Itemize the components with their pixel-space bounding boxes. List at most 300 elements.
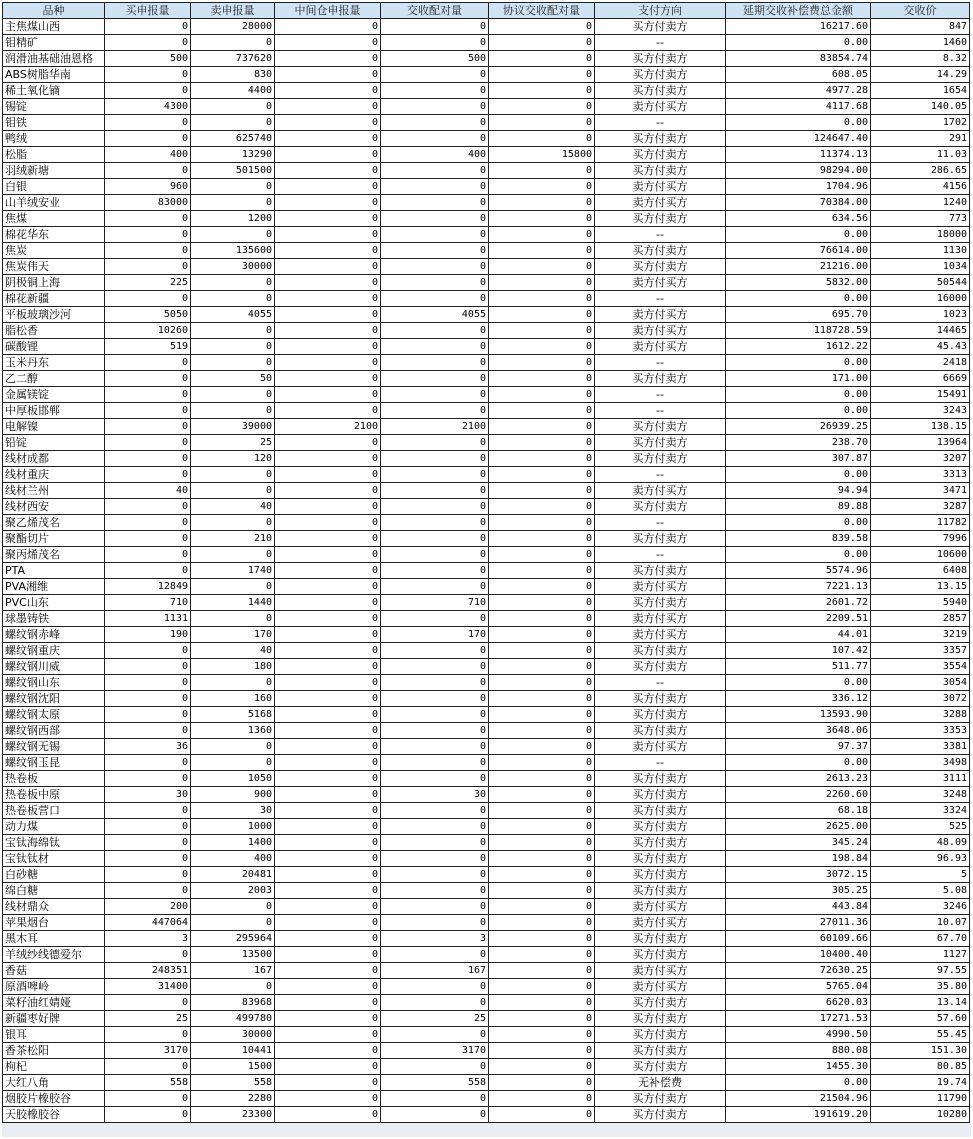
cell-agreement-matched-qty: 0 <box>489 83 595 99</box>
cell-matched-qty: 0 <box>381 467 489 483</box>
cell-agreement-matched-qty: 0 <box>489 547 595 563</box>
cell-payment-direction: 买方付卖方 <box>595 803 726 819</box>
cell-settlement-price: 3324 <box>871 803 970 819</box>
cell-payment-direction: 卖方付买方 <box>595 899 726 915</box>
header-row <box>3 3 970 19</box>
table-row <box>3 515 970 531</box>
cell-intermediate-qty: 0 <box>275 947 381 963</box>
cell-matched-qty: 0 <box>381 979 489 995</box>
cell-matched-qty: 3 <box>381 931 489 947</box>
cell-compensation-total: 7221.13 <box>726 579 871 595</box>
cell-compensation-total: 21216.00 <box>726 259 871 275</box>
table-row <box>3 643 970 659</box>
table-row <box>3 755 970 771</box>
cell-payment-direction: 买方付卖方 <box>595 563 726 579</box>
cell-product: PVC山东 <box>3 595 105 611</box>
table-row <box>3 83 970 99</box>
cell-compensation-total: 336.12 <box>726 691 871 707</box>
cell-product: 白砂糖 <box>3 867 105 883</box>
cell-settlement-price: 1460 <box>871 35 970 51</box>
table-body <box>3 19 970 1123</box>
cell-matched-qty: 0 <box>381 339 489 355</box>
table-row <box>3 579 970 595</box>
cell-agreement-matched-qty: 0 <box>489 771 595 787</box>
cell-intermediate-qty: 0 <box>275 451 381 467</box>
cell-product: 碳酸锂 <box>3 339 105 355</box>
cell-agreement-matched-qty: 0 <box>489 419 595 435</box>
table-row <box>3 931 970 947</box>
cell-payment-direction: 买方付卖方 <box>595 163 726 179</box>
cell-settlement-price: 1130 <box>871 243 970 259</box>
cell-buy-qty: 519 <box>105 339 191 355</box>
cell-compensation-total: 70384.00 <box>726 195 871 211</box>
cell-agreement-matched-qty: 0 <box>489 947 595 963</box>
cell-agreement-matched-qty: 0 <box>489 259 595 275</box>
cell-compensation-total: 4977.28 <box>726 83 871 99</box>
table-row <box>3 883 970 899</box>
table-row <box>3 787 970 803</box>
cell-payment-direction: 卖方付买方 <box>595 99 726 115</box>
cell-product: 螺纹钢沈阳 <box>3 691 105 707</box>
cell-matched-qty: 0 <box>381 691 489 707</box>
cell-buy-qty: 0 <box>105 723 191 739</box>
cell-product: 黑木耳 <box>3 931 105 947</box>
cell-agreement-matched-qty: 0 <box>489 163 595 179</box>
cell-product: 线材成都 <box>3 451 105 467</box>
cell-product: 球墨铸铁 <box>3 611 105 627</box>
cell-compensation-total: 13593.90 <box>726 707 871 723</box>
cell-compensation-total: 634.56 <box>726 211 871 227</box>
cell-compensation-total: 10400.40 <box>726 947 871 963</box>
cell-intermediate-qty: 0 <box>275 851 381 867</box>
table-row <box>3 291 970 307</box>
header-payment-direction: 支付方向 <box>595 3 726 19</box>
cell-buy-qty: 0 <box>105 659 191 675</box>
cell-settlement-price: 1654 <box>871 83 970 99</box>
cell-buy-qty: 0 <box>105 1107 191 1123</box>
cell-sell-qty: 180 <box>191 659 275 675</box>
cell-payment-direction: -- <box>595 675 726 691</box>
cell-agreement-matched-qty: 0 <box>489 355 595 371</box>
cell-matched-qty: 4055 <box>381 307 489 323</box>
cell-product: 线材鼎众 <box>3 899 105 915</box>
cell-intermediate-qty: 0 <box>275 1075 381 1091</box>
cell-intermediate-qty: 0 <box>275 1059 381 1075</box>
cell-sell-qty: 0 <box>191 275 275 291</box>
cell-settlement-price: 3243 <box>871 403 970 419</box>
cell-buy-qty: 0 <box>105 35 191 51</box>
cell-agreement-matched-qty: 0 <box>489 243 595 259</box>
cell-sell-qty: 135600 <box>191 243 275 259</box>
cell-sell-qty: 120 <box>191 451 275 467</box>
cell-sell-qty: 0 <box>191 483 275 499</box>
cell-buy-qty: 447064 <box>105 915 191 931</box>
cell-buy-qty: 0 <box>105 163 191 179</box>
cell-buy-qty: 0 <box>105 531 191 547</box>
cell-agreement-matched-qty: 0 <box>489 1043 595 1059</box>
cell-settlement-price: 11782 <box>871 515 970 531</box>
cell-matched-qty: 0 <box>381 531 489 547</box>
cell-matched-qty: 167 <box>381 963 489 979</box>
cell-sell-qty: 0 <box>191 403 275 419</box>
cell-product: 松脂 <box>3 147 105 163</box>
table-row <box>3 35 970 51</box>
cell-intermediate-qty: 0 <box>275 611 381 627</box>
cell-product: 平板玻璃沙河 <box>3 307 105 323</box>
cell-sell-qty: 0 <box>191 195 275 211</box>
cell-agreement-matched-qty: 15800 <box>489 147 595 163</box>
cell-product: 原酒啤岭 <box>3 979 105 995</box>
table-row <box>3 915 970 931</box>
cell-buy-qty: 710 <box>105 595 191 611</box>
cell-product: 菜籽油红婧娅 <box>3 995 105 1011</box>
cell-product: 羊绒纱线德爱尔 <box>3 947 105 963</box>
cell-buy-qty: 0 <box>105 771 191 787</box>
cell-matched-qty: 0 <box>381 243 489 259</box>
cell-settlement-price: 8.32 <box>871 51 970 67</box>
cell-intermediate-qty: 0 <box>275 739 381 755</box>
cell-payment-direction: 卖方付买方 <box>595 915 726 931</box>
cell-compensation-total: 83854.74 <box>726 51 871 67</box>
table-row <box>3 451 970 467</box>
cell-settlement-price: 2418 <box>871 355 970 371</box>
cell-product: 白银 <box>3 179 105 195</box>
cell-compensation-total: 72630.25 <box>726 963 871 979</box>
cell-settlement-price: 14.29 <box>871 67 970 83</box>
cell-matched-qty: 0 <box>381 883 489 899</box>
cell-agreement-matched-qty: 0 <box>489 723 595 739</box>
cell-payment-direction: -- <box>595 115 726 131</box>
cell-payment-direction: 买方付卖方 <box>595 1059 726 1075</box>
cell-matched-qty: 0 <box>381 835 489 851</box>
cell-matched-qty: 0 <box>381 1059 489 1075</box>
cell-settlement-price: 10.07 <box>871 915 970 931</box>
cell-matched-qty: 0 <box>381 499 489 515</box>
settlement-table <box>2 2 970 1123</box>
cell-product: 焦炭伟天 <box>3 259 105 275</box>
cell-compensation-total: 89.88 <box>726 499 871 515</box>
cell-matched-qty: 0 <box>381 1091 489 1107</box>
cell-product: 热卷板营口 <box>3 803 105 819</box>
cell-agreement-matched-qty: 0 <box>489 307 595 323</box>
cell-matched-qty: 0 <box>381 723 489 739</box>
cell-intermediate-qty: 0 <box>275 259 381 275</box>
cell-agreement-matched-qty: 0 <box>489 1059 595 1075</box>
cell-compensation-total: 3648.06 <box>726 723 871 739</box>
header-compensation-total: 延期交收补偿费总金额 <box>726 3 871 19</box>
cell-payment-direction: 买方付卖方 <box>595 435 726 451</box>
cell-compensation-total: 2260.60 <box>726 787 871 803</box>
cell-buy-qty: 0 <box>105 451 191 467</box>
cell-compensation-total: 0.00 <box>726 355 871 371</box>
cell-payment-direction: 卖方付买方 <box>595 339 726 355</box>
cell-agreement-matched-qty: 0 <box>489 755 595 771</box>
cell-product: 螺纹钢山东 <box>3 675 105 691</box>
cell-compensation-total: 2209.51 <box>726 611 871 627</box>
cell-buy-qty: 0 <box>105 19 191 35</box>
cell-agreement-matched-qty: 0 <box>489 115 595 131</box>
cell-matched-qty: 0 <box>381 611 489 627</box>
cell-compensation-total: 0.00 <box>726 291 871 307</box>
cell-settlement-price: 10600 <box>871 547 970 563</box>
table-row <box>3 499 970 515</box>
cell-product: 聚丙烯茂名 <box>3 547 105 563</box>
cell-intermediate-qty: 0 <box>275 83 381 99</box>
cell-agreement-matched-qty: 0 <box>489 227 595 243</box>
cell-product: 阴极铜上海 <box>3 275 105 291</box>
cell-product: 稀土氧化镝 <box>3 83 105 99</box>
cell-buy-qty: 0 <box>105 227 191 243</box>
cell-buy-qty: 0 <box>105 867 191 883</box>
cell-buy-qty: 0 <box>105 707 191 723</box>
cell-agreement-matched-qty: 0 <box>489 403 595 419</box>
cell-intermediate-qty: 0 <box>275 899 381 915</box>
cell-matched-qty: 0 <box>381 115 489 131</box>
cell-buy-qty: 0 <box>105 211 191 227</box>
cell-agreement-matched-qty: 0 <box>489 1091 595 1107</box>
table-row <box>3 467 970 483</box>
cell-matched-qty: 0 <box>381 19 489 35</box>
bottom-strip <box>2 1123 971 1137</box>
table-row <box>3 803 970 819</box>
cell-matched-qty: 30 <box>381 787 489 803</box>
cell-settlement-price: 3287 <box>871 499 970 515</box>
cell-sell-qty: 160 <box>191 691 275 707</box>
cell-sell-qty: 1360 <box>191 723 275 739</box>
cell-sell-qty: 0 <box>191 979 275 995</box>
cell-buy-qty: 0 <box>105 643 191 659</box>
cell-product: 钼精矿 <box>3 35 105 51</box>
cell-matched-qty: 0 <box>381 675 489 691</box>
cell-sell-qty: 30 <box>191 803 275 819</box>
cell-matched-qty: 0 <box>381 211 489 227</box>
cell-buy-qty: 0 <box>105 803 191 819</box>
cell-intermediate-qty: 0 <box>275 707 381 723</box>
cell-intermediate-qty: 0 <box>275 275 381 291</box>
cell-agreement-matched-qty: 0 <box>489 1075 595 1091</box>
cell-product: 螺纹钢玉昆 <box>3 755 105 771</box>
cell-sell-qty: 0 <box>191 115 275 131</box>
cell-product: 玉米丹东 <box>3 355 105 371</box>
cell-payment-direction: 买方付卖方 <box>595 243 726 259</box>
cell-sell-qty: 30000 <box>191 1027 275 1043</box>
cell-buy-qty: 0 <box>105 755 191 771</box>
cell-matched-qty: 0 <box>381 35 489 51</box>
cell-compensation-total: 695.70 <box>726 307 871 323</box>
cell-settlement-price: 1034 <box>871 259 970 275</box>
cell-buy-qty: 0 <box>105 675 191 691</box>
cell-sell-qty: 1200 <box>191 211 275 227</box>
cell-product: 螺纹钢赤峰 <box>3 627 105 643</box>
cell-buy-qty: 200 <box>105 899 191 915</box>
cell-agreement-matched-qty: 0 <box>489 451 595 467</box>
cell-matched-qty: 3170 <box>381 1043 489 1059</box>
cell-matched-qty: 0 <box>381 643 489 659</box>
cell-intermediate-qty: 0 <box>275 627 381 643</box>
cell-buy-qty: 0 <box>105 883 191 899</box>
cell-matched-qty: 0 <box>381 771 489 787</box>
cell-sell-qty: 0 <box>191 387 275 403</box>
cell-compensation-total: 608.05 <box>726 67 871 83</box>
cell-intermediate-qty: 0 <box>275 867 381 883</box>
table-row <box>3 563 970 579</box>
cell-matched-qty: 0 <box>381 819 489 835</box>
cell-payment-direction: 买方付卖方 <box>595 947 726 963</box>
cell-payment-direction: 买方付卖方 <box>595 499 726 515</box>
cell-product: 香茶松阳 <box>3 1043 105 1059</box>
header-settlement-price: 交收价 <box>871 3 970 19</box>
cell-buy-qty: 0 <box>105 371 191 387</box>
cell-payment-direction: 买方付卖方 <box>595 787 726 803</box>
cell-compensation-total: 191619.20 <box>726 1107 871 1123</box>
cell-settlement-price: 847 <box>871 19 970 35</box>
cell-agreement-matched-qty: 0 <box>489 867 595 883</box>
cell-compensation-total: 443.84 <box>726 899 871 915</box>
cell-settlement-price: 1702 <box>871 115 970 131</box>
cell-sell-qty: 0 <box>191 515 275 531</box>
cell-sell-qty: 0 <box>191 179 275 195</box>
cell-compensation-total: 0.00 <box>726 403 871 419</box>
cell-settlement-price: 3357 <box>871 643 970 659</box>
cell-buy-qty: 1131 <box>105 611 191 627</box>
cell-agreement-matched-qty: 0 <box>489 787 595 803</box>
cell-agreement-matched-qty: 0 <box>489 291 595 307</box>
cell-compensation-total: 4990.50 <box>726 1027 871 1043</box>
cell-matched-qty: 0 <box>381 483 489 499</box>
cell-payment-direction: 买方付卖方 <box>595 451 726 467</box>
cell-agreement-matched-qty: 0 <box>489 659 595 675</box>
cell-buy-qty: 30 <box>105 787 191 803</box>
table-row <box>3 1011 970 1027</box>
cell-intermediate-qty: 0 <box>275 19 381 35</box>
cell-sell-qty: 0 <box>191 915 275 931</box>
cell-settlement-price: 3054 <box>871 675 970 691</box>
cell-payment-direction: -- <box>595 547 726 563</box>
cell-settlement-price: 97.55 <box>871 963 970 979</box>
cell-intermediate-qty: 0 <box>275 755 381 771</box>
cell-intermediate-qty: 0 <box>275 467 381 483</box>
cell-matched-qty: 170 <box>381 627 489 643</box>
cell-intermediate-qty: 0 <box>275 323 381 339</box>
table-row <box>3 339 970 355</box>
table-row <box>3 947 970 963</box>
cell-product: 宝钛海绵钛 <box>3 835 105 851</box>
table-row <box>3 1027 970 1043</box>
cell-payment-direction: 买方付卖方 <box>595 1091 726 1107</box>
cell-settlement-price: 3313 <box>871 467 970 483</box>
cell-buy-qty: 0 <box>105 1091 191 1107</box>
cell-settlement-price: 13.15 <box>871 579 970 595</box>
cell-compensation-total: 2613.23 <box>726 771 871 787</box>
cell-agreement-matched-qty: 0 <box>489 371 595 387</box>
cell-product: 润滑油基础油恩格 <box>3 51 105 67</box>
cell-product: 宝钛钛材 <box>3 851 105 867</box>
cell-buy-qty: 0 <box>105 243 191 259</box>
table-row <box>3 99 970 115</box>
cell-agreement-matched-qty: 0 <box>489 195 595 211</box>
cell-settlement-price: 80.85 <box>871 1059 970 1075</box>
cell-sell-qty: 40 <box>191 499 275 515</box>
cell-matched-qty: 0 <box>381 291 489 307</box>
cell-settlement-price: 3554 <box>871 659 970 675</box>
table-row <box>3 867 970 883</box>
cell-agreement-matched-qty: 0 <box>489 1011 595 1027</box>
table-row <box>3 115 970 131</box>
table-row <box>3 307 970 323</box>
cell-compensation-total: 97.37 <box>726 739 871 755</box>
cell-intermediate-qty: 0 <box>275 723 381 739</box>
cell-intermediate-qty: 0 <box>275 515 381 531</box>
cell-sell-qty: 0 <box>191 899 275 915</box>
cell-product: 热卷板中原 <box>3 787 105 803</box>
cell-intermediate-qty: 0 <box>275 371 381 387</box>
cell-product: 螺纹钢重庆 <box>3 643 105 659</box>
cell-buy-qty: 225 <box>105 275 191 291</box>
cell-payment-direction: 买方付卖方 <box>595 259 726 275</box>
cell-sell-qty: 4055 <box>191 307 275 323</box>
cell-settlement-price: 291 <box>871 131 970 147</box>
table-row <box>3 163 970 179</box>
cell-payment-direction: 买方付卖方 <box>595 595 726 611</box>
cell-compensation-total: 1455.30 <box>726 1059 871 1075</box>
cell-intermediate-qty: 0 <box>275 99 381 115</box>
cell-settlement-price: 1240 <box>871 195 970 211</box>
table-row <box>3 387 970 403</box>
cell-product: 大红八角 <box>3 1075 105 1091</box>
cell-agreement-matched-qty: 0 <box>489 931 595 947</box>
cell-settlement-price: 96.93 <box>871 851 970 867</box>
cell-buy-qty: 0 <box>105 67 191 83</box>
cell-product: 绵白糖 <box>3 883 105 899</box>
table-row <box>3 1075 970 1091</box>
cell-product: 铅锭 <box>3 435 105 451</box>
cell-product: PTA <box>3 563 105 579</box>
cell-agreement-matched-qty: 0 <box>489 387 595 403</box>
cell-compensation-total: 2601.72 <box>726 595 871 611</box>
cell-agreement-matched-qty: 0 <box>489 643 595 659</box>
cell-compensation-total: 11374.13 <box>726 147 871 163</box>
cell-matched-qty: 2100 <box>381 419 489 435</box>
cell-agreement-matched-qty: 0 <box>489 531 595 547</box>
cell-product: ABS树脂华南 <box>3 67 105 83</box>
cell-compensation-total: 0.00 <box>726 35 871 51</box>
cell-buy-qty: 0 <box>105 403 191 419</box>
cell-payment-direction: 卖方付买方 <box>595 963 726 979</box>
cell-settlement-price: 138.15 <box>871 419 970 435</box>
cell-payment-direction: 卖方付买方 <box>595 579 726 595</box>
cell-buy-qty: 0 <box>105 995 191 1011</box>
cell-compensation-total: 98294.00 <box>726 163 871 179</box>
table-row <box>3 403 970 419</box>
cell-settlement-price: 5.08 <box>871 883 970 899</box>
cell-compensation-total: 21504.96 <box>726 1091 871 1107</box>
cell-payment-direction: 买方付卖方 <box>595 1107 726 1123</box>
cell-settlement-price: 3219 <box>871 627 970 643</box>
header-matched-qty: 交收配对量 <box>381 3 489 19</box>
cell-agreement-matched-qty: 0 <box>489 515 595 531</box>
cell-settlement-price: 50544 <box>871 275 970 291</box>
cell-buy-qty: 0 <box>105 1059 191 1075</box>
cell-matched-qty: 0 <box>381 275 489 291</box>
cell-payment-direction: 买方付卖方 <box>595 419 726 435</box>
cell-payment-direction: 买方付卖方 <box>595 707 726 723</box>
cell-sell-qty: 1440 <box>191 595 275 611</box>
cell-payment-direction: 卖方付买方 <box>595 627 726 643</box>
cell-agreement-matched-qty: 0 <box>489 691 595 707</box>
cell-buy-qty: 10260 <box>105 323 191 339</box>
cell-matched-qty: 0 <box>381 659 489 675</box>
table-row <box>3 67 970 83</box>
